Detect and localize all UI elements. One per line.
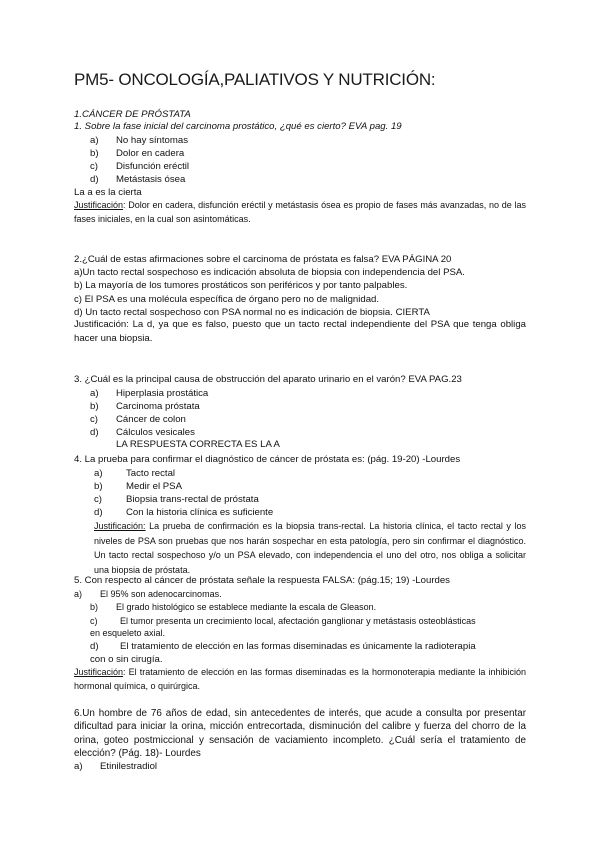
q5-justification: Justificación: El tratamiento de elección en las formas diseminadas es la hormonoterapia mediante la inhibición hormonal química, o quirúrgica.: [74, 667, 526, 691]
q4-question: 4. La prueba para confirmar el diagnóstico de cáncer de próstata es: (pág. 19-20) -Lourdes: [74, 454, 461, 465]
q4-justification: Justificación: La prueba de confirmación es la biopsia trans-rectal. La historia clínica, el tacto rectal y los niveles de PSA son pruebas que nos harán sospechar en esta patología, pero sin confirmar el diagnóstico. Un tacto rectal sospechoso y/o un PSA elevado, con independencia el uno del otro, nos obliga a solicitar una biopsia de próstata.: [94, 521, 526, 575]
q2-question: 2.¿Cuál de estas afirmaciones sobre el carcinoma de próstata es falsa? EVA PÁGINA 20: [74, 254, 452, 265]
q6-option-a: a) Etinilestradiol: [74, 761, 158, 772]
q1-option-c: c) Disfunción eréctil: [90, 161, 190, 172]
q5-option-c: c) El tumor presenta un crecimiento local, afectación ganglionar y metástasis osteoblásticas: [90, 616, 476, 626]
q1-option-b: b) Dolor en cadera: [90, 148, 185, 159]
q4-option-d: d) Con la historia clínica es suficiente: [94, 507, 274, 518]
q3-option-d: d) Cálculos vesicales: [90, 427, 195, 438]
q5-option-a: a) El 95% son adenocarcinomas.: [74, 589, 222, 599]
q3-option-a: a) Hiperplasia prostática: [90, 388, 209, 399]
q3-option-c: c) Cáncer de colon: [90, 414, 186, 425]
q3-option-b: b) Carcinoma próstata: [90, 401, 200, 412]
q1-option-d: d) Metástasis ósea: [90, 174, 186, 185]
q2-line-d: d) Un tacto rectal sospechoso con PSA normal no es indicación de biopsia. CIERTA: [74, 307, 430, 318]
q4-option-c: c) Biopsia trans-rectal de próstata: [94, 494, 259, 505]
q3-question: 3. ¿Cuál es la principal causa de obstrucción del aparato urinario en el varón? EVA PAG.23: [74, 374, 462, 385]
q1-answer: La a es la cierta: [74, 187, 142, 198]
q1-question: 1. Sobre la fase inicial del carcinoma prostático, ¿qué es cierto? EVA pag. 19: [74, 121, 402, 132]
q5-option-d-cont: con o sin cirugía.: [90, 654, 163, 665]
section-heading: 1.CÁNCER DE PRÓSTATA: [74, 109, 191, 120]
q5-option-c-cont: en esqueleto axial.: [90, 628, 166, 638]
q5-option-d: d) El tratamiento de elección en las formas diseminadas es únicamente la radioterapia: [90, 641, 476, 652]
q1-justification: Justificación: Dolor en cadera, disfunción eréctil y metástasis ósea es propio de fases más avanzadas, no de las fases iniciales, en la cual son asintomáticas.: [74, 200, 526, 224]
q5-option-b: b) El grado histológico se establece mediante la escala de Gleason.: [90, 602, 377, 612]
q2-line-c: c) El PSA es una molécula específica de órgano pero no de malignidad.: [74, 294, 380, 305]
q4-option-a: a) Tacto rectal: [94, 468, 176, 479]
q6-question: 6.Un hombre de 76 años de edad, sin antecedentes de interés, que acude a consulta por presentar dificultad para iniciar la orina, micción entrecortada, disminución del calibre y fuerza del chorro de la orina, goteo postmiccional y sensación de vaciamiento incompleto. ¿Cuál sería el tratamiento de elección? (Pág. 18)- Lourdes: [74, 708, 526, 760]
q3-answer: LA RESPUESTA CORRECTA ES LA A: [116, 439, 280, 450]
q2-line-a: a)Un tacto rectal sospechoso es indicación absoluta de biopsia con independencia del PSA.: [74, 267, 465, 278]
q5-question: 5. Con respecto al cáncer de próstata señale la respuesta FALSA: (pág.15; 19) -Lourdes: [74, 575, 450, 586]
page-title: PM5- ONCOLOGÍA,PALIATIVOS Y NUTRICIÓN:: [74, 70, 436, 89]
q2-justification: Justificación: La d, ya que es falso, puesto que un tacto rectal independiente del PSA que tenga obliga hacer una biopsia.: [74, 319, 526, 344]
q2-line-b: b) La mayoría de los tumores prostáticos son periféricos y por tanto palpables.: [74, 280, 408, 291]
q1-option-a: a) No hay síntomas: [90, 135, 188, 146]
q4-option-b: b) Medir el PSA: [94, 481, 182, 492]
